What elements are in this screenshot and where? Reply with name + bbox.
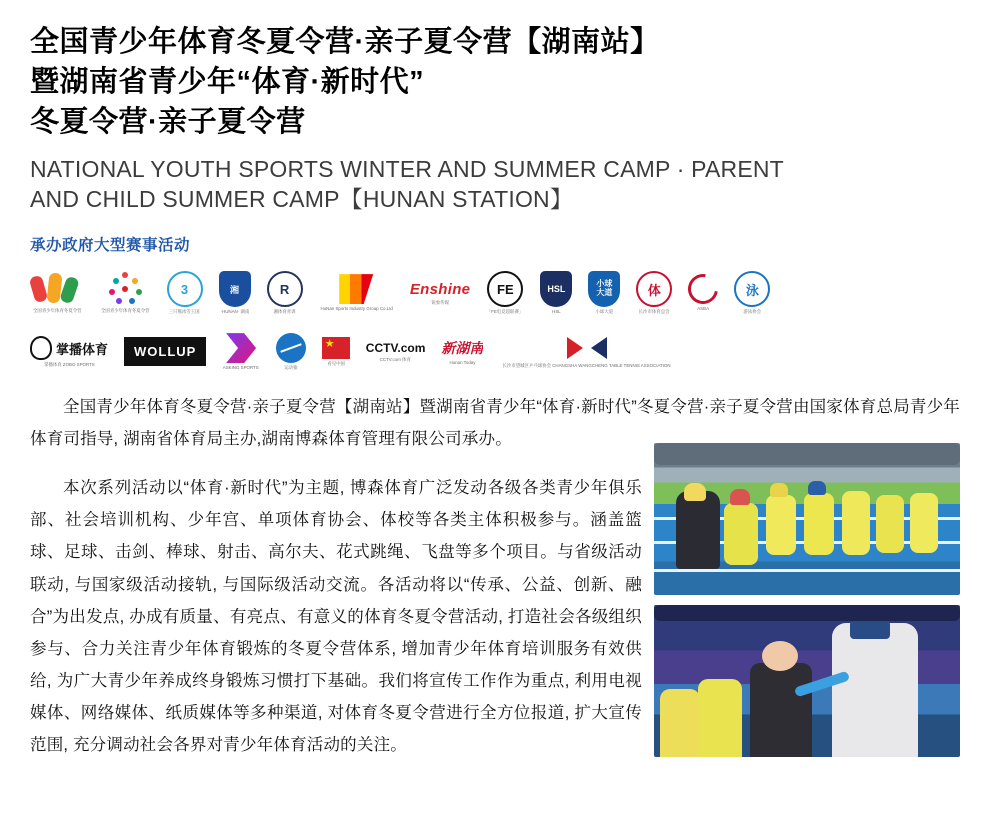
bear-circle-icon: 3 [167,271,203,307]
page-subtitle-english [30,154,960,215]
wollup-wordmark: WOLLUP [124,337,206,366]
article-body [30,391,960,761]
hunan-today-wordmark: 新湖南 [441,340,484,357]
fe-circle-icon: FE [487,271,523,307]
sponsor-logo-hsl [540,270,572,316]
sponsor-caption: 全国青少年体育冬夏令营 [101,308,150,314]
title-line-3: 冬夏令营·亲子夏令营 [30,106,306,139]
sponsor-logo-small-ball-road [588,270,620,316]
hsl-shield-icon: HSL [540,271,572,307]
sponsor-caption: 小球大道 [595,309,614,315]
sponsor-caption: Hunan Today [449,360,476,366]
sponsor-logo-sports-ape [276,329,306,375]
sponsor-logo-changsha-sports-federation [636,270,672,316]
sponsor-logo-swimming-association [734,270,770,316]
color-dots-icon [105,272,145,306]
sponsor-caption: 长沙市望城区乒乓球协会 CHANGSHA WANGCHENG TABLE TENNIS ASSOCIATION [502,363,671,369]
subtitle-line-2: AND CHILD SUMMER CAMP【HUNAN STATION】 [30,186,574,213]
flag-icon [322,337,350,359]
sponsor-caption: ASKING SPORTS [223,365,260,371]
sponsor-caption: CCTV.com 体育 [379,357,412,363]
subtitle-line-1: NATIONAL YOUTH SPORTS WINTER AND SUMMER CAMP · PARENT [30,156,784,183]
sponsor-caption: 运动猿 [284,365,298,371]
sponsor-logo-see-china [322,329,350,375]
sponsor-caption: 掌播体育 ZOBO SPORTS [43,362,95,368]
ball-icon [276,333,306,363]
sponsor-logo-bear-ice-kingdom [167,270,203,316]
title-line-2: 暨湖南省青少年“体育·新时代” [30,66,425,99]
sponsor-logo-asba [688,270,718,316]
crest-icon: R [267,271,303,307]
sponsor-logo-three-figures [30,270,84,316]
sponsor-caption: 游泳协会 [743,309,762,315]
sponsor-caption: 湘体育青训 [273,309,296,315]
sponsor-logo-row-1 [30,267,960,319]
sponsor-logo-enshine [410,270,470,316]
three-figures-icon [30,272,84,306]
sponsor-caption: ASBA [697,306,710,312]
sponsor-caption: 「FE电竞超联赛」 [487,309,524,315]
enshine-wordmark: Enshine [409,280,471,298]
chevron-icon [226,333,256,363]
page-title [30,22,960,142]
table-tennis-icon [567,335,607,361]
asba-icon [688,274,718,304]
small-ball-icon: 小球 大道 [588,271,620,307]
sponsor-logo-row-2 [30,329,960,375]
title-line-1: 全国青少年体育冬夏令营·亲子夏令营【湖南站】 [30,26,660,58]
hunan-shield-icon: 湘 [219,271,251,307]
sponsor-logo-hunan-sports [219,270,251,316]
article-paragraph-1: 全国青少年体育冬夏令营·亲子夏令营【湖南站】暨湖南省青少年“体育·新时代”冬夏令营·亲子夏令营由国家体育总局青少年体育司指导, 湖南省体育局主办,湖南博森体育管理有限公司承办。 [30,398,960,449]
section-heading-sponsors: 承办政府大型赛事活动 [30,236,191,254]
zobo-icon: 掌播体育 [30,336,108,360]
sponsor-logo-hunan-today [441,329,483,375]
cctv-wordmark: CCTV.com [365,341,426,356]
article-paragraph-2: 本次系列活动以“体育·新时代”为主题, 博森体育广泛发动各级各类青少年俱乐部、社会培训机构、少年宫、单项体育协会、体校等各类主体积极参与。涵盖篮球、足球、击剑、棒球、射击、高尔夫、花式跳绳、飞盘等多个项目。与省级活动联动, 与国家级活动接轨, 与国际级活动交流。各活动将以“传承、公益、创新、融合”为出发点, 办成有质量、有亮点、有意义的体育冬夏令营活动, 打造社会各级组织参与、合力关注青少年体育锻炼的冬夏令营体系, 增加青少年体育培训服务有效供给, 为广大青少年养成终身锻炼习惯打下基础。我们将宣传工作作为重点, 利用电视媒体、网络媒体、纸质媒体等多种渠道, 对体育冬夏令营进行全方位报道, 扩大宣传范围, 充分调动社会各界对青少年体育活动的关注。 [30,479,642,755]
sponsor-caption: 长沙市体育总会 [638,309,670,315]
sponsor-caption: 锐象传媒 [431,299,449,305]
sponsor-logo-asking-sports [222,329,259,375]
sponsor-caption: HSL [552,309,561,315]
sponsor-logo-color-dots [100,270,151,316]
photo-column [654,443,960,757]
sponsor-logo-table-tennis-association [499,329,674,375]
sponsor-logo-hunan-sports-industry [319,270,394,316]
photo-outdoor-activity [654,443,960,595]
sponsor-caption: 全国青少年体育冬夏令营 [32,308,82,314]
sponsor-caption: ·HUNAN· 湖南 [220,309,249,315]
sponsor-logo-fe-esports [486,270,524,316]
swim-circle-icon: 泳 [734,271,770,307]
red-emblem-icon: 体 [636,271,672,307]
sponsor-logo-zobo-sports [30,329,108,375]
sponsor-caption: HuNan Sports Industry Group Co.Ltd [320,306,393,312]
sponsor-logo-xiang-youth-training [267,270,303,316]
sponsor-caption: 看见中国 [326,361,345,367]
photo-baseball-coaching [654,605,960,757]
sponsor-caption: 三只熊冰雪王国 [169,309,200,315]
sponsor-logo-wollup [124,329,206,375]
sponsor-logo-cctv [366,329,426,375]
prism-icon [339,274,373,304]
